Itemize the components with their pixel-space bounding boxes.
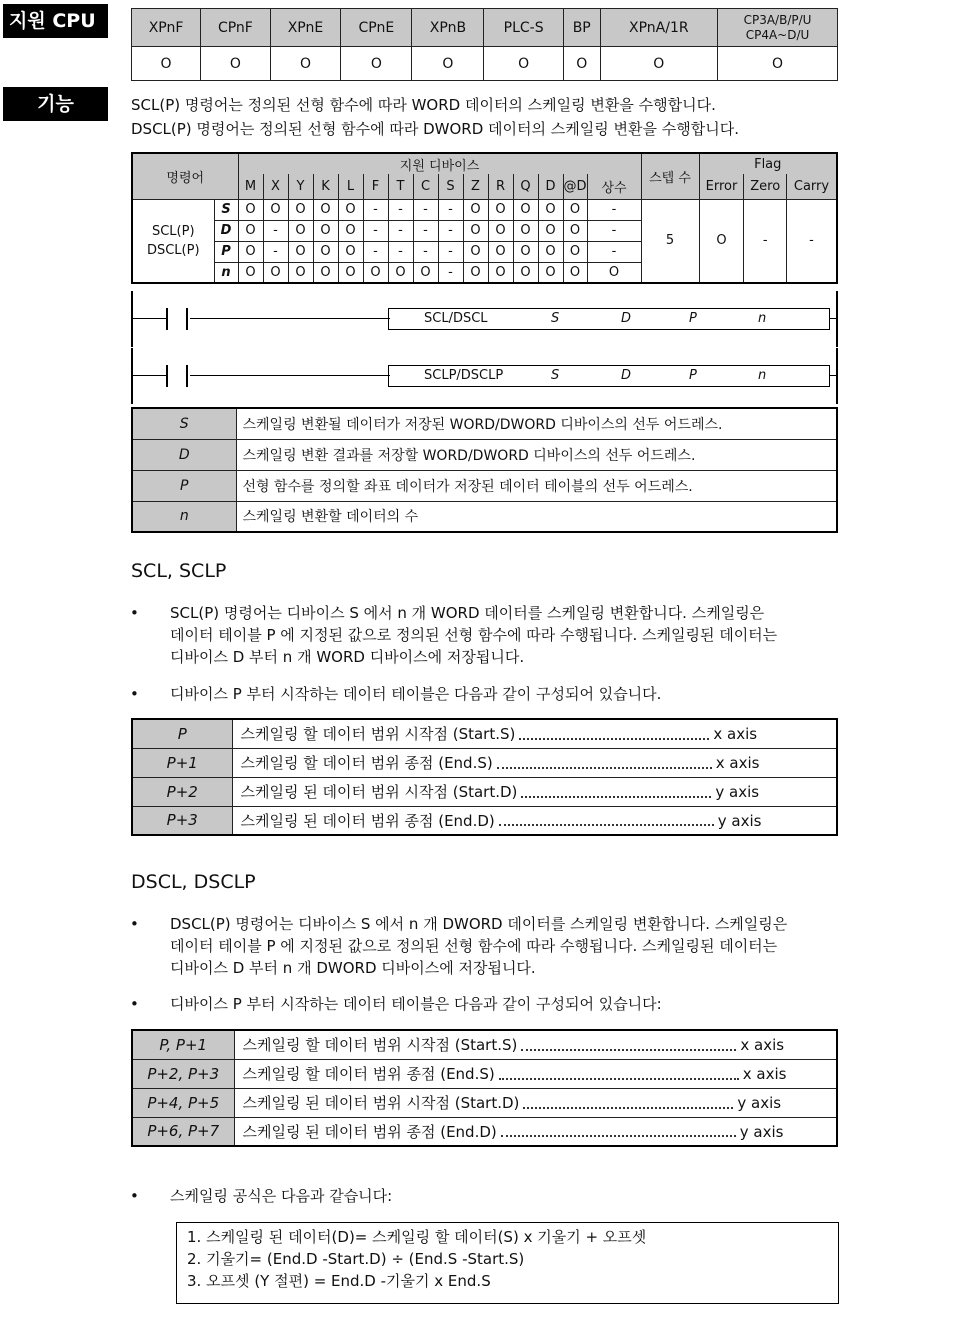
device-support-cell: - <box>413 241 438 262</box>
data-table-row <box>132 777 837 806</box>
device-col-header: M <box>238 174 263 199</box>
formula-line-2: 2. 기울기= (End.D -Start.D) ÷ (End.S -Start.S) <box>187 1250 525 1268</box>
cpu-header-cell: CP3A/B/P/U CP4A~D/U <box>718 9 838 47</box>
cpu-value-cell: O <box>484 47 563 81</box>
range-description: 스케일링 할 데이터 범위 종점 (End.S) <box>242 1065 495 1083</box>
data-table-row <box>132 1030 837 1059</box>
device-col-header: R <box>488 174 513 199</box>
range-description: 스케일링 할 데이터 범위 시작점 (Start.S) <box>240 725 516 744</box>
device-support-cell: - <box>388 241 413 262</box>
formula-intro: 스케일링 공식은 다음과 같습니다: <box>170 1187 393 1205</box>
instruction-operand: D <box>621 368 632 383</box>
device-support-cell: - <box>587 220 641 241</box>
device-support-cell: O <box>538 262 563 283</box>
ladder-rung <box>830 375 838 376</box>
range-description: 스케일링 된 데이터 범위 종점 (End.D) <box>240 811 495 830</box>
device-support-cell: - <box>587 199 641 220</box>
leader-dots <box>497 759 712 769</box>
scl-bullet-1-line-3: 디바이스 D 부터 n 개 WORD 디바이스에 저장됩니다. <box>170 648 525 666</box>
data-table-row <box>132 1059 837 1088</box>
cpu-value-cell: O <box>270 47 341 81</box>
cpu-support-table <box>131 8 838 81</box>
range-description: 스케일링 할 데이터 범위 종점 (End.S) <box>240 754 493 772</box>
table-address: P, P+1 <box>132 1030 234 1059</box>
dscl-bullet-2-text: 디바이스 P 부터 시작하는 데이터 테이블은 다음과 같이 구성되어 있습니다: <box>170 995 662 1013</box>
data-table-row <box>132 719 837 748</box>
operand-description: 스케일링 변환할 데이터의 수 <box>236 501 837 532</box>
device-col-header: Z <box>463 174 488 199</box>
operand-description: 선형 함수를 정의할 좌표 데이터가 저장된 데이터 테이블의 선두 어드레스. <box>236 470 837 501</box>
device-support-cell: O <box>538 220 563 241</box>
device-support-cell: O <box>288 220 313 241</box>
ladder-rung <box>190 375 390 376</box>
axis-label: x axis <box>713 725 758 744</box>
flag-col-header: Error <box>699 174 744 199</box>
dscl-bullet-1-line-3: 디바이스 D 부터 n 개 DWORD 디바이스에 저장됩니다. <box>170 959 536 977</box>
cpu-value-cell: O <box>600 47 717 81</box>
cpu-header-cell: XPnB <box>412 9 484 47</box>
operand-cell: n <box>214 262 238 283</box>
device-support-cell: - <box>413 199 438 220</box>
range-description: 스케일링 된 데이터 범위 시작점 (Start.D) <box>242 1094 520 1112</box>
axis-label: x axis <box>742 1065 787 1083</box>
axis-label: y axis <box>739 1122 784 1141</box>
ladder-rung <box>133 375 166 376</box>
device-support-cell: O <box>263 199 288 220</box>
table-address: P+4, P+5 <box>132 1088 234 1117</box>
operand-row <box>132 501 837 532</box>
device-support-cell: O <box>288 241 313 262</box>
contact-symbol <box>166 365 188 387</box>
leader-dots <box>501 1127 736 1137</box>
function-line-dscl: DSCL(P) 명령어는 정의된 선형 함수에 따라 DWORD 데이터의 스케일링 변환을 수행합니다. <box>131 120 739 138</box>
device-support-cell: O <box>238 199 263 220</box>
instruction-operand: D <box>621 311 632 326</box>
device-support-cell: - <box>363 199 388 220</box>
leader-dots <box>521 788 711 798</box>
table-description <box>234 1059 837 1088</box>
contact-symbol <box>166 308 188 330</box>
device-support-cell: O <box>313 262 338 283</box>
table-description <box>232 806 837 835</box>
axis-label: x axis <box>740 1036 785 1055</box>
device-col-header: Y <box>288 174 313 199</box>
device-support-cell: O <box>563 220 587 241</box>
bullet-dot: • <box>130 995 139 1013</box>
formula-line-3: 3. 오프셋 (Y 절편) = End.D -기울기 x End.S <box>187 1272 491 1290</box>
device-support-cell: O <box>563 241 587 262</box>
device-support-cell: O <box>338 220 363 241</box>
cpu-value-cell: O <box>341 47 412 81</box>
range-description: 스케일링 할 데이터 범위 시작점 (Start.S) <box>242 1036 518 1055</box>
device-support-cell: O <box>463 262 488 283</box>
device-header: 지원 디바이스 <box>238 153 641 174</box>
device-support-cell: O <box>313 199 338 220</box>
device-col-header: S <box>438 174 463 199</box>
instruction-operand: P <box>689 311 697 326</box>
instruction-operand: n <box>758 368 767 383</box>
cpu-header-cell: BP <box>563 9 600 47</box>
device-col-header: 상수 <box>587 174 641 199</box>
device-support-cell: O <box>313 241 338 262</box>
table-description <box>234 1030 837 1059</box>
device-support-cell: O <box>513 199 538 220</box>
device-support-cell: O <box>413 262 438 283</box>
step-count: 5 <box>641 199 699 283</box>
formula-line-1: 1. 스케일링 된 데이터(D)= 스케일링 할 데이터(S) x 기울기 + 오프셋 <box>187 1228 647 1246</box>
function-label: 기능 <box>3 87 108 121</box>
cpu-value-cell: O <box>412 47 484 81</box>
flag-value: - <box>744 199 787 283</box>
table-description <box>234 1088 837 1117</box>
flag-value: O <box>699 199 744 283</box>
device-support-cell: O <box>238 241 263 262</box>
step-header: 스텝 수 <box>641 153 699 199</box>
device-support-cell: - <box>438 199 463 220</box>
table-description <box>232 748 837 777</box>
operand-symbol: n <box>132 501 236 532</box>
operand-table <box>131 407 838 533</box>
device-support-cell: O <box>587 262 641 283</box>
device-support-cell: - <box>263 220 288 241</box>
device-support-cell: O <box>563 199 587 220</box>
device-support-cell: O <box>513 262 538 283</box>
operand-symbol: S <box>132 408 236 439</box>
device-support-cell: O <box>538 199 563 220</box>
leader-dots <box>499 1070 739 1080</box>
device-col-header: K <box>313 174 338 199</box>
operand-description: 스케일링 변환 결과를 저장할 WORD/DWORD 디바이스의 선두 어드레스. <box>236 439 837 470</box>
device-col-header: T <box>388 174 413 199</box>
device-support-cell: O <box>338 262 363 283</box>
device-support-cell: O <box>263 262 288 283</box>
device-support-cell: - <box>438 220 463 241</box>
device-support-cell: O <box>463 220 488 241</box>
ladder-diagram <box>131 291 838 347</box>
operand-cell: P <box>214 241 238 262</box>
scl-bullet-1-line-1: SCL(P) 명령어는 디바이스 S 에서 n 개 WORD 데이터를 스케일링 변환합니다. 스케일링은 <box>170 604 765 622</box>
table-description <box>232 777 837 806</box>
bullet-dot: • <box>130 915 139 933</box>
dscl-bullet-1-line-1: DSCL(P) 명령어는 디바이스 S 에서 n 개 DWORD 데이터를 스케일링 변환합니다. 스케일링은 <box>170 915 788 933</box>
instruction-box <box>388 365 830 387</box>
range-description: 스케일링 된 데이터 범위 시작점 (Start.D) <box>240 783 518 801</box>
scl-data-table <box>131 718 838 836</box>
scl-bullet-2-text: 디바이스 P 부터 시작하는 데이터 테이블은 다음과 같이 구성되어 있습니다. <box>170 685 662 703</box>
bullet-dot: • <box>130 604 139 622</box>
cpu-header-cell: XPnF <box>132 9 201 47</box>
instruction-name: SCL/DSCL <box>424 311 488 326</box>
cpu-value-cell: O <box>563 47 600 81</box>
flag-col-header: Zero <box>744 174 787 199</box>
device-col-header: Q <box>513 174 538 199</box>
data-table-row <box>132 1088 837 1117</box>
device-support-cell: O <box>388 262 413 283</box>
table-address: P+1 <box>132 748 232 777</box>
operand-row <box>132 408 837 439</box>
ladder-rung <box>190 318 390 319</box>
cpu-value-cell: O <box>132 47 201 81</box>
table-description <box>234 1117 837 1146</box>
flag-value: - <box>787 199 838 283</box>
device-support-cell: O <box>563 262 587 283</box>
operand-description: 스케일링 변환될 데이터가 저장된 WORD/DWORD 디바이스의 선두 어드레스. <box>236 408 837 439</box>
device-support-cell: - <box>438 241 463 262</box>
cpu-header-cell: CPnE <box>341 9 412 47</box>
axis-label: x axis <box>715 754 760 772</box>
device-support-cell: - <box>263 241 288 262</box>
ladder-diagram <box>131 348 838 404</box>
device-support-cell: - <box>587 241 641 262</box>
axis-label: y axis <box>715 783 760 801</box>
device-support-cell: O <box>288 262 313 283</box>
cpu-header-cell: XPnE <box>270 9 341 47</box>
device-support-cell: O <box>238 220 263 241</box>
flag-header: Flag <box>699 153 837 174</box>
device-support-cell: O <box>488 220 513 241</box>
device-col-header: C <box>413 174 438 199</box>
device-support-cell: - <box>388 199 413 220</box>
table-address: P+2, P+3 <box>132 1059 234 1088</box>
leader-dots <box>519 730 709 740</box>
device-support-cell: - <box>388 220 413 241</box>
function-description <box>131 93 739 141</box>
device-support-cell: O <box>338 199 363 220</box>
device-support-cell: O <box>538 241 563 262</box>
instruction-name: SCLP/DSCLP <box>424 368 504 383</box>
supported-cpu-label: 지원 CPU <box>3 4 108 38</box>
device-support-cell: O <box>238 262 263 283</box>
data-table-row <box>132 748 837 777</box>
operand-symbol: D <box>132 439 236 470</box>
function-line-scl: SCL(P) 명령어는 정의된 선형 함수에 따라 WORD 데이터의 스케일링 변환을 수행합니다. <box>131 96 716 114</box>
data-table-row <box>132 1117 837 1146</box>
scl-bullet-1-line-2: 데이터 테이블 P 에 지정된 값으로 정의된 선형 함수에 따라 수행됩니다. 스케일링된 데이터는 <box>170 626 778 644</box>
axis-label: y axis <box>737 1094 782 1112</box>
dscl-section-title: DSCL, DSCLP <box>131 871 256 893</box>
scl-section-title: SCL, SCLP <box>131 560 227 582</box>
instruction-operand: S <box>551 311 560 326</box>
data-table-row <box>132 806 837 835</box>
operand-row <box>132 439 837 470</box>
device-support-cell: O <box>513 241 538 262</box>
device-support-cell: O <box>288 199 313 220</box>
cmd-header: 명령어 <box>132 153 238 199</box>
flag-col-header: Carry <box>787 174 838 199</box>
table-address: P+2 <box>132 777 232 806</box>
device-support-cell: - <box>363 241 388 262</box>
device-col-header: X <box>263 174 288 199</box>
device-support-cell: O <box>463 241 488 262</box>
instruction-operand: P <box>689 368 697 383</box>
axis-label: y axis <box>717 811 762 830</box>
cpu-header-cell: CPnF <box>201 9 271 47</box>
ladder-rung <box>133 318 166 319</box>
device-support-cell: O <box>488 262 513 283</box>
cpu-header-cell: XPnA/1R <box>600 9 717 47</box>
operand-symbol: P <box>132 470 236 501</box>
operand-row <box>132 470 837 501</box>
device-col-header: @D <box>563 174 587 199</box>
operand-cell: D <box>214 220 238 241</box>
device-support-cell: O <box>513 220 538 241</box>
leader-dots <box>523 1099 733 1109</box>
bullet-dot: • <box>130 1187 139 1205</box>
instruction-box <box>388 308 830 330</box>
range-description: 스케일링 된 데이터 범위 종점 (End.D) <box>242 1122 497 1141</box>
instruction-operand: S <box>551 368 560 383</box>
table-address: P+3 <box>132 806 232 835</box>
cpu-header-cell: PLC-S <box>484 9 563 47</box>
device-support-cell: - <box>363 220 388 241</box>
leader-dots <box>521 1041 736 1051</box>
bullet-dot: • <box>130 685 139 703</box>
ladder-rung <box>830 318 838 319</box>
device-support-cell: O <box>313 220 338 241</box>
device-support-cell: O <box>488 241 513 262</box>
formula-box <box>176 1222 839 1304</box>
cpu-value-cell: O <box>718 47 838 81</box>
device-support-cell: O <box>338 241 363 262</box>
leader-dots <box>499 816 714 826</box>
device-col-header: L <box>338 174 363 199</box>
table-address: P+6, P+7 <box>132 1117 234 1146</box>
dscl-data-table <box>131 1029 838 1147</box>
table-description <box>232 719 837 748</box>
device-col-header: D <box>538 174 563 199</box>
device-support-cell: O <box>363 262 388 283</box>
device-support-cell: - <box>438 262 463 283</box>
cpu-value-cell: O <box>201 47 271 81</box>
device-table <box>131 152 838 284</box>
device-support-cell: O <box>463 199 488 220</box>
device-support-cell: O <box>488 199 513 220</box>
dscl-bullet-1-line-2: 데이터 테이블 P 에 지정된 값으로 정의된 선형 함수에 따라 수행됩니다. 스케일링된 데이터는 <box>170 937 778 955</box>
device-support-cell: - <box>413 220 438 241</box>
cmd-name: SCL(P) DSCL(P) <box>132 199 214 283</box>
operand-cell: S <box>214 199 238 220</box>
instruction-operand: n <box>758 311 767 326</box>
table-address: P <box>132 719 232 748</box>
device-col-header: F <box>363 174 388 199</box>
